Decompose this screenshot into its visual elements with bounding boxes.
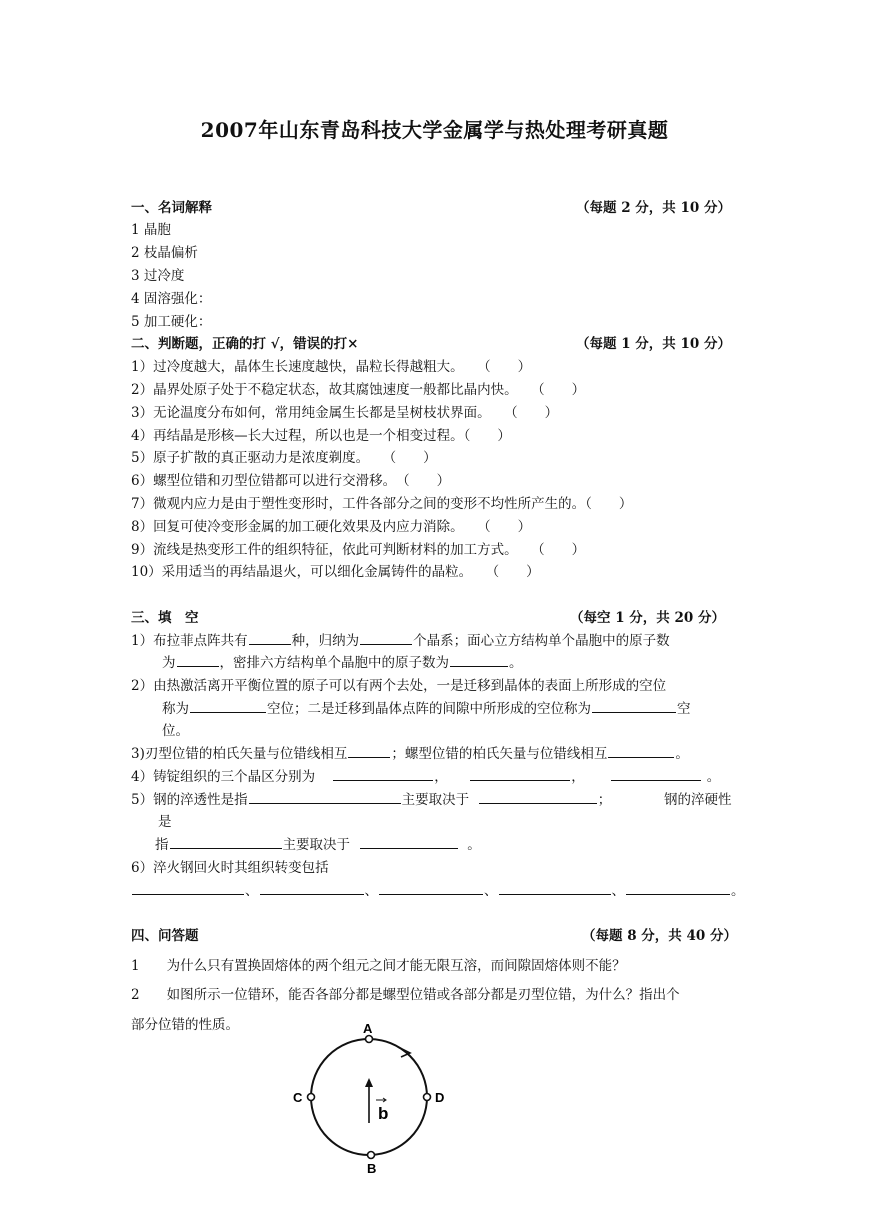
section-4-header: 四、问答题 bbox=[131, 928, 199, 944]
answer-blank[interactable] bbox=[170, 836, 282, 849]
list-item: 3 过冷度 bbox=[131, 268, 185, 284]
list-item: 1 晶胞 bbox=[131, 222, 171, 238]
answer-blank[interactable] bbox=[249, 791, 401, 804]
list-item: 5）原子扩散的真正驱动力是浓度剃度。 （ ） bbox=[131, 450, 437, 466]
label-c: C bbox=[293, 1090, 303, 1105]
question-1: 1 为什么只有置换固熔体的两个组元之间才能无限互溶，而间隙固熔体则不能？ bbox=[131, 958, 626, 974]
list-item: 3）无论温度分布如何，常用纯金属生长都是呈树枝状界面。 （ ） bbox=[131, 405, 559, 421]
answer-blank[interactable] bbox=[333, 768, 433, 781]
list-item: 2 枝晶偏析 bbox=[131, 245, 198, 261]
list-item: 6）螺型位错和刃型位错都可以进行交滑移。 （ ） bbox=[131, 473, 451, 489]
list-item: 1）过冷度越大，晶体生长速度越快，晶粒长得越粗大。 （ ） bbox=[131, 359, 532, 375]
section-1-score: （每题 2 分，共 10 分） bbox=[576, 200, 731, 216]
center-arrow-head bbox=[365, 1078, 373, 1087]
fill-question-2: 2）由热激活离开平衡位置的原子可以有两个去处，一是迁移到晶体的表面上所形成的空位 bbox=[131, 678, 667, 694]
answer-blank[interactable] bbox=[249, 632, 291, 645]
node-a bbox=[366, 1036, 373, 1043]
dislocation-loop-figure bbox=[280, 1015, 460, 1180]
node-b bbox=[368, 1152, 375, 1159]
answer-blank[interactable] bbox=[132, 882, 244, 895]
answer-blank[interactable] bbox=[608, 745, 674, 758]
section-2-header: 二、判断题，正确的打 √，错误的打× bbox=[131, 336, 359, 352]
section-4-score: （每题 8 分，共 40 分） bbox=[582, 928, 737, 944]
fill-question-1: 1）布拉菲点阵共有 种，归纳为 个晶系；面心立方结构单个晶胞中的原子数 bbox=[131, 633, 670, 649]
answer-blank[interactable] bbox=[499, 882, 611, 895]
answer-blank[interactable] bbox=[626, 882, 730, 895]
list-item: 4）再结晶是形核—长大过程，所以也是一个相变过程。（ ） bbox=[131, 428, 511, 444]
fill-question-2-end: 位。 bbox=[162, 723, 189, 739]
answer-blank[interactable] bbox=[479, 791, 597, 804]
answer-blank[interactable] bbox=[360, 836, 458, 849]
vector-label: b bbox=[378, 1104, 389, 1123]
list-item: 10）采用适当的再结晶退火，可以细化金属铸件的晶粒。 （ ） bbox=[131, 564, 540, 580]
list-item: 4 固溶强化： bbox=[131, 291, 212, 307]
fill-question-4: 4）铸锭组织的三个晶区分别为 ， ， 。 bbox=[131, 769, 721, 785]
section-2-score: （每题 1 分，共 10 分） bbox=[576, 336, 731, 352]
answer-blank[interactable] bbox=[592, 700, 676, 713]
answer-blank[interactable] bbox=[348, 745, 390, 758]
fill-question-5-cont: 是 bbox=[158, 814, 172, 830]
node-c bbox=[308, 1094, 315, 1101]
answer-blank[interactable] bbox=[360, 632, 412, 645]
answer-blank[interactable] bbox=[190, 700, 266, 713]
answer-blank[interactable] bbox=[379, 882, 483, 895]
fill-question-5-tail: 钢的淬硬性 bbox=[664, 792, 732, 808]
list-item: 7）微观内应力是由于塑性变形时，工件各部分之间的变形不均性所产生的。（ ） bbox=[131, 496, 633, 512]
section-1-header: 一、名词解释 bbox=[131, 200, 212, 216]
label-b: B bbox=[367, 1161, 377, 1176]
fill-question-5-cont2: 指 主要取决于 。 bbox=[155, 837, 481, 853]
list-item: 2）晶界处原子处于不稳定状态，故其腐蚀速度一般都比晶内快。 （ ） bbox=[131, 382, 586, 398]
fill-question-5: 5）钢的淬透性是指 主要取决于 ； bbox=[131, 792, 612, 808]
list-item: 5 加工硬化： bbox=[131, 314, 212, 330]
answer-blank[interactable] bbox=[260, 882, 364, 895]
answer-blank[interactable] bbox=[177, 654, 219, 667]
page-title: 2007年山东青岛科技大学金属学与热处理考研真题 bbox=[200, 118, 669, 142]
list-item: 9）流线是热变形工件的组织特征，依此可判断材料的加工方式。 （ ） bbox=[131, 542, 586, 558]
answer-blank[interactable] bbox=[450, 654, 508, 667]
label-d: D bbox=[435, 1090, 445, 1105]
section-3-score: （每空 1 分，共 20 分） bbox=[570, 610, 725, 626]
question-2-cont: 部分位错的性质。 bbox=[131, 1017, 239, 1033]
fill-question-2-cont: 称为 空位；二是迁移到晶体点阵的间隙中所形成的空位称为 空 bbox=[162, 701, 691, 717]
question-2: 2 如图所示一位错环，能否各部分都是螺型位错或各部分都是刃型位错，为什么？指出个 bbox=[131, 987, 680, 1003]
section-3-header: 三、填 空 bbox=[131, 610, 199, 626]
answer-blank[interactable] bbox=[611, 768, 701, 781]
fill-question-6-blanks: 、 、 、 、 。 bbox=[131, 882, 745, 900]
fill-question-6: 6）淬火钢回火时其组织转变包括 bbox=[131, 860, 329, 876]
answer-blank[interactable] bbox=[470, 768, 570, 781]
list-item: 8）回复可使冷变形金属的加工硬化效果及内应力消除。 （ ） bbox=[131, 519, 532, 535]
fill-question-3: 3)刃型位错的柏氏矢量与位错线相互 ；螺型位错的柏氏矢量与位错线相互 。 bbox=[131, 746, 689, 762]
node-d bbox=[424, 1094, 431, 1101]
label-a: A bbox=[363, 1021, 373, 1036]
fill-question-1-cont: 为 ，密排六方结构单个晶胞中的原子数为 。 bbox=[162, 655, 523, 671]
